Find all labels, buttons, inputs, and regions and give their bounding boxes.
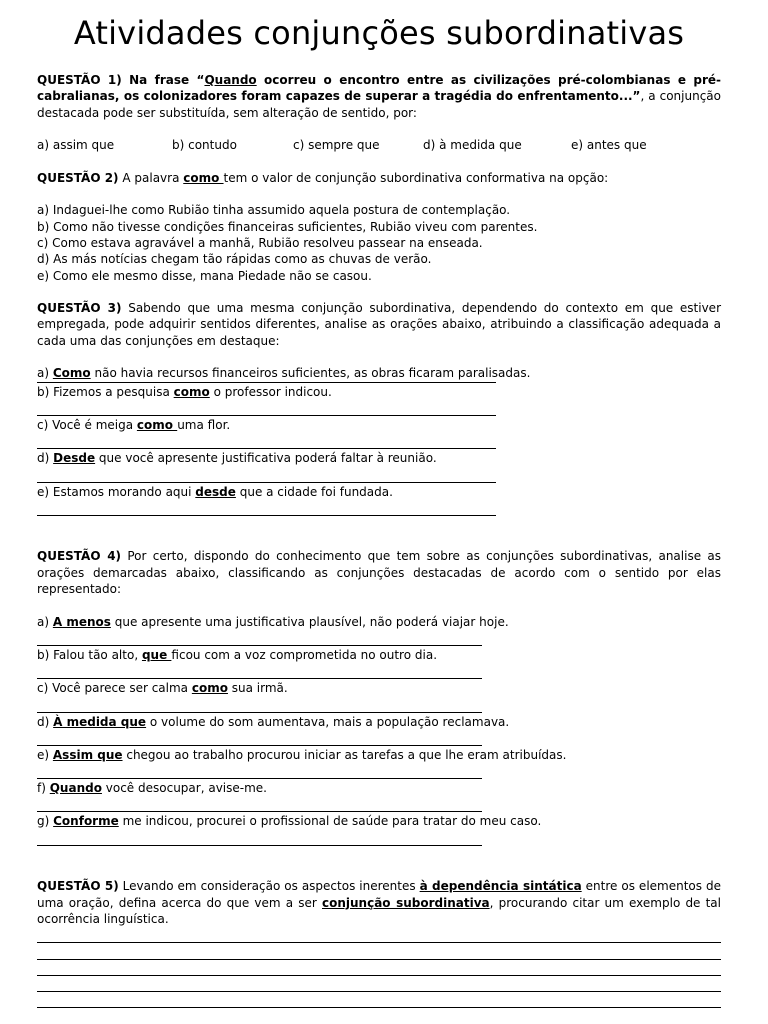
question-4-item-c: [37, 680, 721, 696]
item-text: que apresente uma justificativa plausível, não poderá viajar hoje.: [110, 614, 509, 629]
question-3-item-b: [37, 384, 721, 400]
question-5-keyword-2: conjunção subordinativa: [322, 895, 490, 910]
answer-line[interactable]: [37, 959, 721, 960]
answer-line[interactable]: [37, 811, 482, 812]
question-5-keyword-1: à dependência sintática: [419, 879, 582, 894]
answer-line[interactable]: [37, 678, 482, 679]
item-prefix: d): [37, 451, 54, 466]
question-4: [37, 548, 721, 597]
item-text: o professor indicou.: [209, 384, 332, 399]
question-4-item-a: [37, 614, 721, 630]
item-text: ficou com a voz comprometida no outro dia.: [171, 647, 438, 662]
question-4-text: Por certo, dispondo do conhecimento que tem sobre as conjunções subordinativas, analise as orações demarcadas abaixo, classificando as conjunções destacadas de acordo com o sentido por elas representado:: [37, 549, 722, 597]
question-3-text: Sabendo que uma mesma conjunção subordinativa, dependendo do contexto em que estiver empregada, pode adquirir sentidos diferentes, analise as orações abaixo, atribuindo a classificação adequada a cada uma das conjunções em destaque:: [37, 301, 721, 348]
question-5: [37, 878, 721, 927]
item-text: não havia recursos financeiros suficientes, as obras ficaram paralisadas.: [90, 366, 531, 381]
item-prefix: g): [37, 814, 54, 829]
question-4-label: QUESTÃO 4): [37, 549, 122, 564]
question-4-item-e: [37, 747, 721, 763]
item-text: que você apresente justificativa poderá faltar à reunião.: [95, 451, 437, 466]
question-1-pre: Na frase “: [121, 73, 205, 87]
item-keyword: Desde: [53, 451, 96, 466]
question-2-option-b: b) Como não tivesse condições financeiras suficientes, Rubião viveu com parentes.: [37, 219, 538, 234]
question-5-mid: entre os elementos de uma oração, defina acerca do que vem a ser: [37, 879, 721, 910]
answer-line[interactable]: [37, 482, 496, 483]
option-d: d) à medida que: [423, 138, 522, 153]
item-prefix: b) Fizemos a pesquisa: [37, 384, 174, 399]
question-4-item-f: [37, 780, 721, 796]
question-3-item-c: [37, 417, 721, 433]
item-text: chegou ao trabalho procurou iniciar as tarefas a que lhe eram atribuídas.: [122, 747, 567, 762]
question-5-pre: Levando em consideração os aspectos inerentes: [118, 879, 420, 894]
answer-line[interactable]: [37, 448, 496, 449]
item-text: uma flor.: [177, 417, 231, 432]
option-b: b) contudo: [172, 138, 237, 153]
question-3-item-d: [37, 450, 721, 466]
item-keyword: que: [141, 647, 172, 662]
item-text: que a cidade foi fundada.: [235, 484, 393, 499]
question-2-option-e: e) Como ele mesmo disse, mana Piedade não se casou.: [37, 268, 372, 283]
question-2: [37, 170, 721, 186]
question-4-item-g: [37, 813, 721, 829]
item-prefix: b) Falou tão alto,: [37, 647, 142, 662]
item-prefix: c) Você é meiga: [37, 417, 137, 432]
question-1-label: QUESTÃO 1): [37, 73, 122, 87]
item-prefix: e) Estamos morando aqui: [37, 484, 196, 499]
item-text: o volume do som aumentava, mais a população reclamava.: [146, 714, 510, 729]
answer-line[interactable]: [37, 712, 482, 713]
item-keyword: como: [173, 384, 210, 399]
answer-line[interactable]: [37, 1007, 721, 1008]
item-text: sua irmã.: [227, 681, 288, 696]
item-keyword: Conforme: [53, 814, 119, 829]
item-prefix: a): [37, 614, 53, 629]
item-keyword: como: [191, 681, 228, 696]
question-2-option-a: a) Indaguei-lhe como Rubião tinha assumido aquela postura de contemplação.: [37, 203, 511, 218]
answer-line[interactable]: [37, 975, 721, 976]
question-2-label: QUESTÃO 2): [37, 170, 119, 185]
question-1-post: , a conjunção destacada pode ser substituída, sem alteração de sentido, por:: [37, 89, 721, 120]
item-keyword: Quando: [49, 781, 102, 796]
item-text: me indicou, procurei o profissional de saúde para tratar do meu caso.: [118, 814, 542, 829]
question-2-option-c: c) Como estava agravável a manhã, Rubião resolveu passear na enseada.: [37, 235, 483, 250]
item-prefix: f): [37, 781, 50, 796]
answer-line[interactable]: [37, 382, 496, 383]
question-4-item-b: [37, 647, 721, 663]
question-1-keyword: Quando: [204, 73, 257, 87]
question-5-post: , procurando citar um exemplo de tal ocorrência linguística.: [37, 895, 721, 926]
item-text: você desocupar, avise-me.: [101, 781, 267, 796]
page-title: Atividades conjunções subordinativas: [73, 14, 685, 52]
answer-line[interactable]: [37, 778, 482, 779]
question-2-keyword: como: [183, 170, 224, 185]
question-2-post: tem o valor de conjunção subordinativa conformativa na opção:: [223, 170, 609, 185]
item-keyword: como: [136, 417, 178, 432]
answer-line[interactable]: [37, 645, 482, 646]
question-3: [37, 300, 721, 349]
item-keyword: À medida que: [53, 714, 147, 729]
question-2-option-d: d) As más notícias chegam tão rápidas como as chuvas de verão.: [37, 252, 432, 267]
item-keyword: Como: [52, 366, 91, 381]
question-3-label: QUESTÃO 3): [37, 301, 122, 316]
item-prefix: e): [37, 747, 53, 762]
worksheet-body: [37, 72, 721, 1008]
item-prefix: d): [37, 714, 54, 729]
item-prefix: c) Você parece ser calma: [37, 681, 192, 696]
answer-line[interactable]: [37, 991, 721, 992]
option-c: c) sempre que: [293, 138, 380, 153]
item-keyword: desde: [195, 484, 236, 499]
item-keyword: A menos: [52, 614, 111, 629]
question-1-quote: ocorreu o encontro entre as civilizações pré-colombianas e pré-cabralianas, os colonizadores foram capazes de superar a tragédia do enfrentamento...”: [37, 73, 721, 104]
question-2-pre: A palavra: [118, 170, 184, 185]
option-e: e) antes que: [571, 138, 647, 153]
question-5-label: QUESTÃO 5): [37, 879, 119, 894]
answer-line[interactable]: [37, 745, 482, 746]
question-1-options: [37, 137, 721, 153]
answer-line[interactable]: [37, 415, 496, 416]
question-3-item-a: [37, 365, 721, 381]
item-keyword: Assim que: [52, 747, 123, 762]
question-4-item-d: [37, 714, 721, 730]
option-a: a) assim que: [37, 138, 115, 153]
answer-line[interactable]: [37, 942, 721, 943]
question-3-item-e: [37, 484, 721, 500]
item-prefix: a): [37, 366, 53, 381]
question-1: [37, 72, 721, 121]
